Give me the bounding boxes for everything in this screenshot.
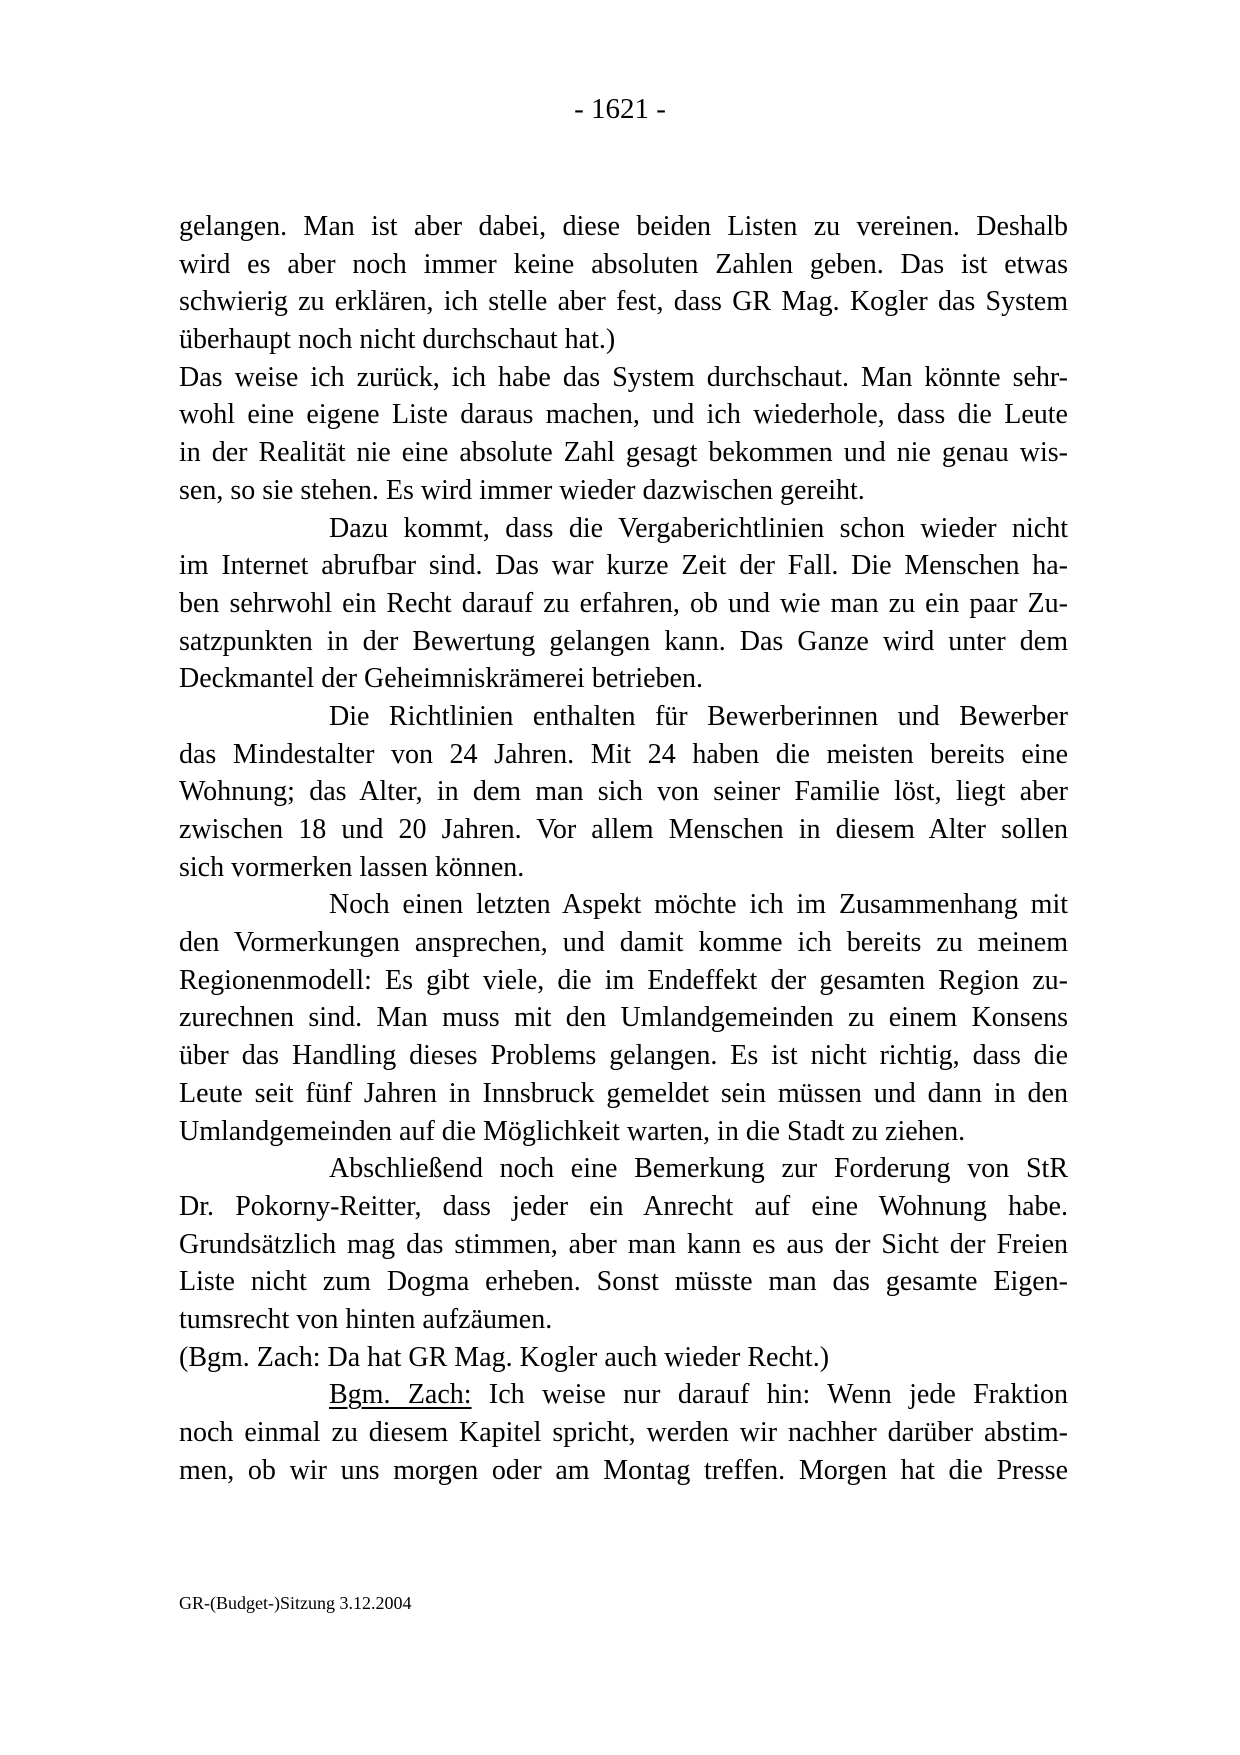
text-line: Dazu kommt, dass die Vergaberichtlinien schon wieder nicht [329,512,1068,544]
text-line: wohl eine eigene Liste daraus machen, und ich wiederhole, dass die Leute [179,399,1068,431]
text-line: sen, so sie stehen. Es wird immer wieder dazwischen gereiht. [179,474,865,506]
text-line: Noch einen letzten Aspekt möchte ich im Zusammenhang mit [329,889,1068,921]
page-number: - 1621 - [574,93,666,125]
text-line: (Bgm. Zach: Da hat GR Mag. Kogler auch wieder Recht.) [179,1341,830,1373]
text-line: Regionenmodell: Es gibt viele, die im Endeffekt der gesamten Region zu- [179,964,1068,996]
text-line: Das weise ich zurück, ich habe das System durchschaut. Man könnte sehr- [179,361,1068,393]
text-line: Grundsätzlich mag das stimmen, aber man kann es aus der Sicht der Freien [179,1228,1068,1260]
document-body [179,208,1068,1489]
text-line: noch einmal zu diesem Kapitel spricht, werden wir nachher darüber abstim- [179,1417,1068,1448]
text-line: zurechnen sind. Man muss mit den Umlandgemeinden zu einem Konsens [179,1002,1068,1034]
text-line: Leute seit fünf Jahren in Innsbruck gemeldet sein müssen und dann in den [179,1077,1068,1109]
text-line: wird es aber noch immer keine absoluten Zahlen geben. Das ist etwas [179,248,1068,280]
text-line: Deckmantel der Geheimniskrämerei betrieben. [179,663,703,695]
text-line: im Internet abrufbar sind. Das war kurze Zeit der Fall. Die Menschen ha- [179,550,1068,582]
text-line: über das Handling dieses Problems gelangen. Es ist nicht richtig, dass die [179,1040,1068,1072]
text-line: zwischen 18 und 20 Jahren. Vor allem Menschen in diesem Alter sollen [179,814,1068,845]
speaker-line [179,1376,1068,1414]
text-line: Wohnung; das Alter, in dem man sich von seiner Familie löst, liegt aber [179,776,1068,808]
text-line: schwierig zu erklären, ich stelle aber fest, dass GR Mag. Kogler das System [179,286,1068,318]
text-line: sich vormerken lassen können. [179,851,525,883]
text-line: gelangen. Man ist aber dabei, diese beiden Listen zu vereinen. Deshalb [179,211,1068,242]
text-line: Liste nicht zum Dogma erheben. Sonst müsste man das gesamte Eigen- [179,1266,1068,1298]
speaker-text: Ich weise nur darauf hin: Wenn jede Fraktion [471,1379,1068,1411]
text-line: Dr. Pokorny-Reitter, dass jeder ein Anrecht auf eine Wohnung habe. [179,1190,1068,1222]
text-line: Umlandgemeinden auf die Möglichkeit warten, in die Stadt zu ziehen. [179,1115,966,1147]
text-line: überhaupt noch nicht durchschaut hat.) [179,324,616,356]
text-line: in der Realität nie eine absolute Zahl gesagt bekommen und nie genau wis- [179,437,1068,469]
text-line: satzpunkten in der Bewertung gelangen kann. Das Ganze wird unter dem [179,625,1068,657]
text-line: Abschließend noch eine Bemerkung zur Forderung von StR [329,1153,1068,1185]
speaker-name: Bgm. Zach: [329,1379,472,1411]
text-line: ben sehrwohl ein Recht darauf zu erfahren, ob und wie man zu ein paar Zu- [179,587,1068,619]
text-line: das Mindestalter von 24 Jahren. Mit 24 haben die meisten bereits eine [179,738,1068,770]
text-line: tumsrecht von hinten aufzäumen. [179,1303,553,1335]
text-line: den Vormerkungen ansprechen, und damit komme ich bereits zu meinem [179,927,1068,959]
page-footer: GR-(Budget-)Sitzung 3.12.2004 [179,1593,412,1613]
text-line: Die Richtlinien enthalten für Bewerberinnen und Bewerber [329,700,1068,732]
text-line: men, ob wir uns morgen oder am Montag treffen. Morgen hat die Presse [179,1454,1068,1486]
